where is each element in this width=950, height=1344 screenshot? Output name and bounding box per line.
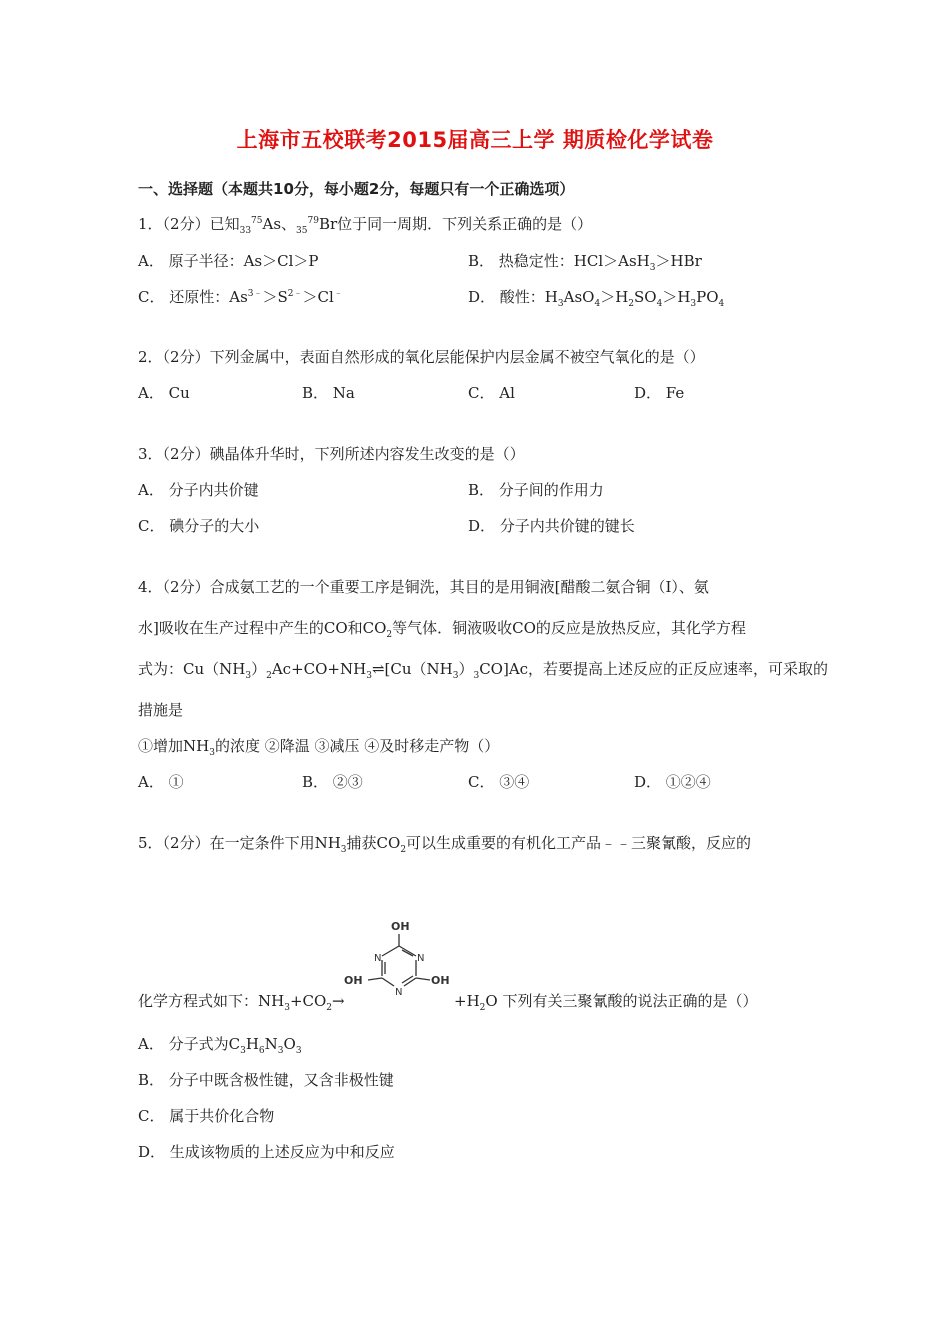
q5-option-d[interactable]: D． 生成该物质的上述反应为中和反应 [138,1143,395,1161]
q5-stem-line1: 5．（2分）在一定条件下用$NH_3$捕获$CO_2$可以生成重要的有机化工产品﹣﹣三聚氰酸，反应的 [138,834,752,855]
q1-option-d[interactable]: D． 酸性：$H_3AsO_4>H_2SO_4>H_3PO_4$ [468,288,725,309]
q4-stem-line2: 水]吸收在生产过程中产生的CO和$CO_2$等气体．铜液吸收CO的反应是放热反应，其化学方程 [138,619,746,640]
q2-option-b[interactable]: B． Na [302,384,355,402]
q5-equation-left: 化学方程式如下：$NH_3+CO_2\to$ [138,992,345,1013]
q3-option-b[interactable]: B． 分子间的作用力 [468,481,604,499]
q4-option-d[interactable]: D． ①②④ [634,773,711,791]
exam-title: 上海市五校联考2015届高三上学 期质检化学试卷 [236,128,714,152]
q3-stem: 3．（2分）碘晶体升华时，下列所述内容发生改变的是（） [138,445,525,463]
hydroxyl-right-label: OH [431,974,450,987]
q4-measures: ①增加$NH_3$的浓度 ②降温 ③减压 ④及时移走产物（） [138,737,500,758]
ring-nitrogen-right-label: N [417,953,425,964]
q4-option-a[interactable]: A． ① [138,773,184,791]
q3-option-d[interactable]: D． 分子内共价键的键长 [468,517,635,535]
q1-option-c[interactable]: C． 还原性：$As^{3﹣}>S^{2﹣}>Cl^﹣$ [138,288,343,306]
hydroxyl-top-label: OH [391,920,410,933]
q5-option-c[interactable]: C． 属于共价化合物 [138,1107,275,1125]
q3-option-c[interactable]: C． 碘分子的大小 [138,517,260,535]
q1-option-b[interactable]: B． 热稳定性：HCl＞AsH$_3$＞HBr [468,252,702,273]
q4-stem-line4: 措施是 [138,701,184,719]
cyanuric-acid-structure [338,912,456,1004]
q4-stem-line1: 4．（2分）合成氨工艺的一个重要工序是铜洗，其目的是用铜液[醋酸二氨合铜（I）、氨 [138,578,709,596]
q3-option-a[interactable]: A． 分子内共价键 [138,481,259,499]
q4-option-b[interactable]: B． ②③ [302,773,363,791]
q1-option-a[interactable]: A． 原子半径：As＞Cl＞P [138,252,319,270]
q5-option-b[interactable]: B． 分子中既含极性键，又含非极性键 [138,1071,394,1089]
hydroxyl-left-label: OH [344,974,363,987]
q5-equation-right: $+H_2O$ 下列有关三聚氰酸的说法正确的是（） [454,992,758,1013]
q4-stem-line3: 式为：$Cu(NH_3)_2Ac+CO+NH_3\rightleftharpoons[Cu(NH_3)_3CO]Ac$，若要提高上述反应的正反应速率，可采取的 [138,660,829,681]
q4-option-c[interactable]: C． ③④ [468,773,530,791]
q5-option-a[interactable]: A． 分子式为$C_3H_6N_3O_3$ [138,1035,302,1056]
ring-nitrogen-left-label: N [374,953,382,964]
section-heading: 一、选择题（本题共10分，每小题2分，每题只有一个正确选项） [138,180,575,198]
q2-option-c[interactable]: C． Al [468,384,515,402]
q2-option-d[interactable]: D． Fe [634,384,685,402]
ring-nitrogen-bottom-label: N [395,987,403,998]
q1-stem: 1．（2分）已知$_{33}^{75}$As、$_{35}^{79}$Br位于同一周期．下列关系正确的是（） [138,215,593,236]
q2-option-a[interactable]: A． Cu [138,384,190,402]
q2-stem: 2．（2分）下列金属中，表面自然形成的氧化层能保护内层金属不被空气氧化的是（） [138,348,705,366]
